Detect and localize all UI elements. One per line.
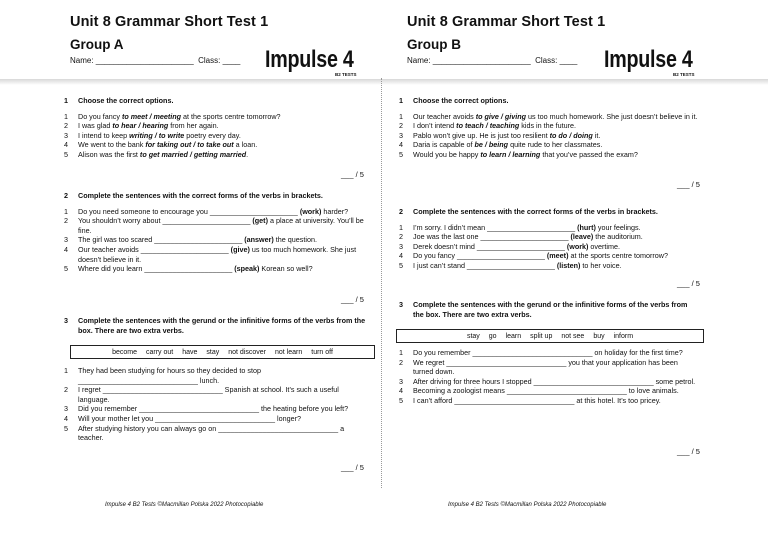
test-page-group-b (393, 0, 763, 543)
question-text (413, 358, 699, 377)
question-prefix: Daria is capable of (413, 140, 475, 150)
question-item (64, 216, 369, 235)
answer-options: to do / doing (549, 130, 593, 140)
question-number: 1 (399, 222, 403, 232)
question-text (78, 424, 369, 443)
question-suffix: us too much homework. She just doesn’t believe in it. (78, 244, 357, 264)
question-suffix: your feelings. (595, 222, 641, 232)
question-number: 3 (399, 376, 403, 386)
question-number: 1 (399, 348, 403, 357)
question-text (78, 245, 369, 264)
box-word: inform (613, 332, 634, 340)
question-suffix: that you’ve passed the exam? (540, 149, 638, 159)
box-word: split up (530, 332, 553, 340)
question-number: 1 (399, 111, 403, 121)
question-item (399, 121, 699, 131)
question-number: 2 (399, 232, 403, 242)
question-text (78, 385, 369, 404)
question-text (78, 366, 369, 385)
question-text (78, 404, 369, 414)
answer-options: to teach / teaching (456, 121, 520, 131)
question-prefix: I intend to keep (78, 130, 130, 140)
name-class-line (407, 56, 577, 65)
question-number: 3 (64, 235, 68, 245)
box-word: not see (561, 332, 585, 340)
question-number: 5 (399, 395, 403, 405)
question-item (399, 232, 699, 242)
question-number: 5 (64, 423, 68, 433)
question-number: 1 (64, 111, 68, 121)
question-number: 2 (64, 121, 68, 131)
section-items (64, 112, 364, 160)
box-word: carry out (145, 348, 174, 356)
question-suffix: it. (592, 130, 601, 140)
question-text (78, 140, 364, 150)
question-suffix: us too much homework. She just doesn’t believe in it. (526, 111, 698, 121)
section-score: ___ / 5 (341, 170, 364, 179)
question-prefix: We went to the bank (78, 140, 146, 150)
verb-hint: (meet) (546, 251, 569, 261)
question-text (413, 232, 699, 242)
question-item (399, 242, 699, 252)
question-number: 5 (399, 149, 403, 159)
question-item (64, 131, 364, 141)
class-field: Class: ____ (535, 56, 578, 65)
question-item (399, 377, 699, 387)
section-heading: 2 Complete the sentences with the correct forms of the verbs in brackets. (64, 191, 323, 200)
question-text (413, 261, 699, 271)
question-text (78, 150, 364, 160)
verb-hint: (get) (252, 216, 268, 226)
section-heading: 1 Choose the correct options. (399, 96, 509, 105)
question-suffix: a loan. (233, 140, 258, 150)
section-score: ___ / 5 (341, 295, 364, 304)
section-2 (399, 207, 699, 271)
question-item (64, 235, 369, 245)
question-prefix: Derek doesn’t mind ______________________ (413, 241, 567, 251)
brand-logo: Impulse 4 (265, 46, 354, 73)
question-text (413, 121, 699, 131)
footer: Impulse 4 B2 Tests ©Macmillan Polska 2022 Photocopiable (105, 502, 264, 508)
question-sentence: Will your mother let you ______________________________ longer? (78, 413, 301, 423)
question-suffix: harder? (321, 206, 349, 216)
group-title: Group B (407, 37, 461, 52)
section-1 (399, 96, 699, 160)
section-score: ___ / 5 (341, 463, 364, 472)
box-word: turn off (311, 348, 333, 356)
question-sentence: I can’t afford ______________________________ at this hotel. It’s too pricey. (413, 395, 661, 405)
question-number: 3 (399, 241, 403, 251)
question-suffix: the auditorium. (593, 232, 643, 242)
question-number: 4 (64, 140, 68, 150)
verb-hint: (work) (566, 241, 589, 251)
question-text (413, 140, 699, 150)
question-item (399, 396, 699, 406)
box-word: not discover (228, 348, 266, 356)
unit-title: Unit 8 Grammar Short Test 1 (407, 14, 606, 30)
brand-subtitle: B2 TESTS (673, 72, 695, 77)
question-text (413, 377, 699, 387)
section-heading: 3 Complete the sentences with the gerund or the infinitive forms of the verbs from the box. There are two extra verbs. (64, 316, 366, 335)
footer: Impulse 4 B2 Tests ©Macmillan Polska 2022 Photocopiable (448, 502, 607, 508)
box-word: buy (593, 332, 605, 340)
question-sentence: Becoming a zoologist means ______________________________ to love animals. (413, 386, 679, 396)
box-word: have (182, 348, 198, 356)
section-score: ___ / 5 (677, 279, 700, 288)
question-text (413, 223, 699, 233)
question-item (64, 150, 364, 160)
question-number: 2 (64, 216, 68, 226)
question-text (413, 348, 699, 358)
section-heading: 3 Complete the sentences with the gerund or the infinitive forms of the verbs from the box. There are two extra verbs. (399, 300, 688, 319)
name-class-line (70, 56, 240, 65)
test-page-group-a (8, 0, 378, 543)
question-prefix: I just can’t stand ______________________ (413, 260, 557, 270)
page-divider (381, 78, 382, 488)
question-number: 1 (64, 206, 68, 216)
answer-options: to get married / getting married (139, 149, 247, 159)
section-items (399, 348, 699, 406)
question-text (413, 112, 699, 122)
question-item (64, 404, 369, 414)
question-number: 3 (399, 130, 403, 140)
question-sentence: After driving for three hours I stopped ______________________________ some petrol. (413, 376, 696, 386)
question-item (64, 140, 364, 150)
question-item (64, 264, 369, 274)
question-number: 4 (399, 251, 403, 261)
question-number: 2 (64, 385, 68, 395)
question-item (399, 386, 699, 396)
question-item (64, 424, 369, 443)
question-item (399, 261, 699, 271)
question-item (399, 358, 699, 377)
question-text (78, 235, 369, 245)
section-score: ___ / 5 (677, 180, 700, 189)
question-suffix: a place at university. You’ll be fine. (78, 216, 364, 235)
question-prefix: Joe was the last one ______________________ (413, 232, 571, 242)
question-prefix: You shouldn’t worry about ______________________ (78, 216, 253, 226)
question-item (64, 112, 364, 122)
question-prefix: Do you fancy ______________________ (413, 251, 547, 261)
question-text (78, 207, 369, 217)
question-item (399, 112, 699, 122)
question-item (399, 140, 699, 150)
question-suffix: poetry every day. (184, 130, 241, 140)
box-word: stay (206, 348, 220, 356)
question-suffix: Korean so well? (259, 264, 313, 274)
question-prefix: Alison was the first (78, 149, 140, 159)
question-prefix: Where did you learn ______________________ (78, 264, 235, 274)
section-heading: 1 Choose the correct options. (64, 96, 174, 105)
question-number: 5 (64, 264, 68, 274)
question-sentence: Did you remember ______________________________ the heating before you left? (78, 404, 349, 414)
question-text (78, 414, 369, 424)
answer-options: to hear / hearing (112, 121, 169, 131)
question-number: 1 (64, 366, 68, 375)
answer-options: to meet / meeting (121, 111, 182, 121)
question-prefix: The girl was too scared ______________________ (78, 235, 245, 245)
box-word: become (112, 348, 137, 356)
section-score: ___ / 5 (677, 447, 700, 456)
question-number: 3 (64, 130, 68, 140)
question-number: 4 (64, 413, 68, 423)
question-suffix: from her again. (168, 121, 219, 131)
section-items (399, 223, 699, 271)
question-number: 5 (399, 260, 403, 270)
question-text (78, 131, 364, 141)
question-sentence: I regret ______________________________ Spanish at school. It’s such a useful language. (78, 385, 339, 404)
box-word: not learn (275, 348, 303, 356)
question-text (413, 242, 699, 252)
section-items (64, 366, 369, 443)
answer-options: writing / to write (129, 130, 185, 140)
question-suffix: to her voice. (580, 260, 622, 270)
question-text (413, 386, 699, 396)
section-items (399, 112, 699, 160)
question-text (78, 216, 369, 235)
question-item (64, 366, 369, 385)
question-number: 2 (399, 121, 403, 131)
answer-options: for taking out / to take out (145, 140, 234, 150)
question-number: 3 (64, 404, 68, 414)
question-prefix: Do you fancy (78, 111, 122, 121)
question-suffix: quite rude to her classmates. (508, 140, 603, 150)
question-suffix: overtime. (588, 241, 620, 251)
question-sentence: They had been studying for hours so they decided to stop ______________________________ lunch. (78, 366, 262, 385)
question-prefix: I don’t intend (413, 121, 457, 131)
question-text (78, 121, 364, 131)
verb-hint: (leave) (570, 232, 594, 242)
question-item (64, 414, 369, 424)
question-text (413, 396, 699, 406)
question-prefix: Our teacher avoids (413, 111, 476, 121)
question-item (399, 150, 699, 160)
question-item (399, 223, 699, 233)
question-item (399, 131, 699, 141)
answer-options: to give / giving (475, 111, 527, 121)
box-word: stay (466, 332, 480, 340)
question-sentence: We regret ______________________________ you that your application has been turned down. (413, 357, 678, 377)
verb-hint: (answer) (244, 235, 274, 245)
box-word: learn (505, 332, 522, 340)
box-word: go (488, 332, 497, 340)
section-2 (64, 191, 369, 274)
section-heading: 2 Complete the sentences with the correct forms of the verbs in brackets. (399, 207, 658, 216)
question-prefix: I’m sorry. I didn’t mean ______________________ (413, 222, 578, 232)
name-field: Name: ______________________ (70, 56, 194, 65)
answer-options: to learn / learning (480, 149, 541, 159)
verb-hint: (speak) (234, 264, 260, 274)
question-item (64, 245, 369, 264)
verb-hint: (work) (299, 206, 322, 216)
class-field: Class: ____ (198, 56, 241, 65)
question-suffix: . (246, 149, 249, 159)
question-item (399, 348, 699, 358)
question-text (413, 150, 699, 160)
question-number: 4 (399, 386, 403, 396)
question-prefix: Our teacher avoids ______________________ (78, 244, 231, 254)
section-3 (399, 300, 699, 319)
name-field: Name: ______________________ (407, 56, 531, 65)
question-text (413, 131, 699, 141)
question-number: 4 (399, 140, 403, 150)
question-suffix: kids in the future. (519, 121, 577, 131)
question-text (78, 264, 369, 274)
question-text (413, 251, 699, 261)
section-3 (64, 316, 369, 335)
question-prefix: Do you need someone to encourage you ______________________ (78, 206, 300, 216)
word-box (396, 329, 704, 343)
question-prefix: Pablo won’t give up. He is just too resilient (413, 130, 550, 140)
verb-hint: (give) (230, 244, 250, 254)
question-sentence: Do you remember ______________________________ on holiday for the first time? (413, 348, 683, 357)
question-suffix: at the sports centre tomorrow? (568, 251, 668, 261)
brand-logo: Impulse 4 (604, 46, 693, 73)
word-box (70, 345, 375, 359)
question-prefix: Would you be happy (413, 149, 481, 159)
answer-options: be / being (474, 140, 509, 150)
question-item (399, 251, 699, 261)
question-suffix: the question. (273, 235, 317, 245)
section-3-items (64, 366, 369, 443)
question-sentence: After studying history you can always go on ______________________________ a teacher. (78, 423, 345, 443)
question-suffix: at the sports centre tomorrow? (181, 111, 281, 121)
brand-subtitle: B2 TESTS (335, 72, 357, 77)
question-prefix: I was glad (78, 121, 113, 131)
verb-hint: (hurt) (577, 222, 596, 232)
question-text (78, 112, 364, 122)
question-item (64, 207, 369, 217)
question-number: 2 (399, 357, 403, 367)
question-item (64, 385, 369, 404)
section-3-items (399, 348, 699, 406)
unit-title: Unit 8 Grammar Short Test 1 (70, 14, 269, 30)
group-title: Group A (70, 37, 124, 52)
section-1 (64, 96, 364, 160)
question-item (64, 121, 364, 131)
section-items (64, 207, 369, 274)
question-number: 4 (64, 244, 68, 254)
verb-hint: (listen) (556, 260, 581, 270)
question-number: 5 (64, 149, 68, 159)
